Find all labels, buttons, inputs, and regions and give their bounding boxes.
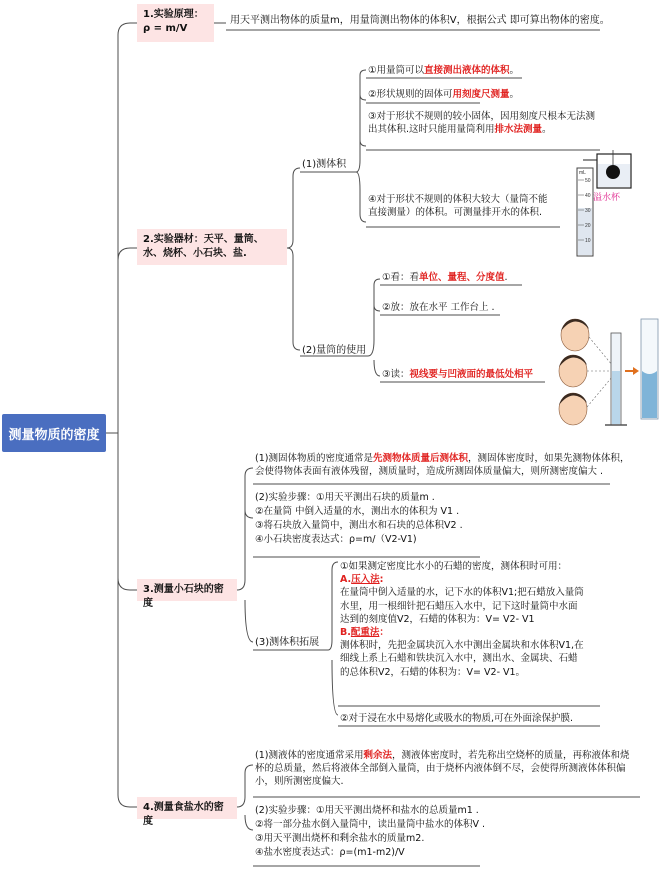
ext-a-line3: 达到的刻度值V2，石蜡的体积为：V= V2- V1 (340, 613, 535, 625)
cylinder-read-a: ③读： (382, 369, 410, 380)
volume-branch-label: (1)测体积 (302, 159, 347, 170)
section-equipment (137, 229, 287, 265)
cyl-mark-30: 30 (585, 208, 591, 214)
volume-item-2 (368, 88, 519, 101)
volume-item-1-b: 直接测出液体的体积 (424, 65, 510, 76)
ext-a-line2: 水里，用一根细针把石蜡压入水中，记下这时量筒中水面 (340, 600, 578, 612)
ext-a-line1: 在量筒中倒入适量的水，记下水的体积V1;把石蜡放入量筒 (340, 587, 584, 599)
salt-step-3: ③用天平测出烧杯和剩余盐水的质量m2. (255, 833, 425, 844)
volume-item-1 (368, 64, 519, 77)
ext-b-line3: 的总体积V2，石蜡的体积为：V= V2- V1。 (340, 666, 526, 678)
cylinder-look-a: ①看：看 (382, 272, 420, 283)
salt-p1-line2: 杯的总质量，然后将液体全部倒入量筒，由于烧杯内液体倒不尽，会使得所测液体体积偏 (255, 763, 626, 774)
stone-paragraph-1 (255, 452, 645, 478)
volume-item-3-line2c: 。 (542, 124, 552, 135)
principle-text: 用天平测出物体的质量m，用量筒测出物体的体积V，根据公式 即可算出物体的密度。 (230, 15, 610, 26)
section-saltwater-density (137, 797, 237, 827)
volume-item-4-line1: ④对于形状不规则的体积大较大（量筒不能 (368, 194, 548, 205)
volume-item-2-a: ②形状规则的固体可 (368, 89, 453, 100)
overflow-cup-illustration (575, 150, 637, 260)
saltwater-paragraph-1 (255, 749, 650, 788)
stone-p1-line2: 会使得物体表面有液体残留，测质量时，造成所测固体质量偏大，则所测密度偏大 . (255, 466, 604, 477)
zoom-arrow-head (633, 367, 639, 375)
stone-steps (255, 491, 495, 547)
ext-b-title: 配重法 (350, 627, 380, 639)
volume-item-1-a: ①用量筒可以 (368, 65, 425, 76)
volume-item-1-c: 。 (509, 65, 520, 76)
cyl-mark-unit: mL (579, 170, 586, 176)
zoom-meniscus (642, 371, 657, 418)
principle-label: 1.实验原理： (143, 9, 204, 20)
salt-p1-a: (1)测液体的密度通常采用 (255, 750, 364, 761)
cylinder-water (578, 208, 592, 255)
reading-illustration (545, 313, 660, 431)
ext-b-suffix: ： (379, 627, 389, 639)
ext-intro: ①如果测定密度比水小的石蜡的密度，测体积时可用： (340, 561, 568, 572)
stone-step-3: ③将石块放入量筒中，测出水和石块的总体积V2 . (255, 520, 463, 531)
stone-step-1: (2)实验步骤：①用天平测出石块的质量m . (255, 492, 435, 503)
volume-item-2-c: 。 (509, 89, 520, 100)
stone-density-label: 3.测量小石块的密度 (143, 584, 224, 609)
root-node (2, 414, 106, 452)
root-title: 测量物质的密度 (8, 427, 100, 443)
salt-p1-line3: 小，则所测密度偏大. (255, 776, 344, 787)
volume-item-3-line2b: 排水法测量 (494, 124, 543, 135)
cylinder-read-b: 视线要与凹液面的最低处相平 (409, 369, 534, 380)
volume-item-2-b: 用刻度尺测量 (452, 89, 510, 100)
volume-item-3-line2a: 出其体积.这时只能用量筒利用 (368, 124, 495, 135)
salt-p1-b: 剩余法 (363, 750, 392, 761)
cylinder-look-b: 单位、量程、分度值 (419, 272, 505, 283)
student-figures (559, 319, 589, 425)
cylinder-look-c: . (504, 272, 508, 283)
salt-step-1: (2)实验步骤：①用天平测出烧杯和盐水的总质量m1 . (255, 805, 479, 816)
equipment-line2: 水、烧杯、小石块、盐. (143, 248, 247, 259)
ext-a-suffix: : (379, 574, 384, 586)
volume-item-4-line2: 直接测量）的体积。可测量排开水的体积. (368, 207, 543, 218)
saltwater-steps (255, 804, 495, 860)
stone-step-4: ④小石块密度表达式：ρ=m/（V2-V1) (255, 534, 417, 545)
ext-a-prefix: A. (340, 574, 352, 586)
salt-p1-c: ，测液体密度时，若先称出空烧杯的质量，再称液体和烧 (391, 750, 630, 761)
volume-item-3 (368, 110, 603, 136)
cyl-mark-20: 20 (585, 223, 591, 229)
cylinder-look (382, 271, 508, 284)
stone-p1-b: 先测物体质量后测体积 (372, 453, 468, 464)
cyl-mark-40: 40 (585, 193, 591, 199)
salt-step-2: ②将一部分盐水倒入量筒中，读出量筒中盐水的体积V . (255, 819, 486, 830)
ext-b-prefix: B. (340, 627, 351, 639)
ext-b-line1: 测体积时，先把金属块沉入水中测出金属块和水体积V1,在 (340, 640, 584, 652)
saltwater-density-label: 4.测量食盐水的密度 (143, 802, 224, 827)
ext-item-2: ②对于浸在水中易熔化或吸水的物质,可在外面涂保护膜. (340, 713, 574, 724)
volume-item-4 (368, 193, 568, 219)
section-stone-density (137, 579, 237, 609)
cylinder-read (382, 368, 533, 381)
stone-p1-a: (1)测固体物质的密度通常是 (255, 453, 373, 464)
volume-item-3-line1: ③对于形状不规则的较小固体，因用刻度尺根本无法测 (368, 111, 596, 122)
ext-method-block (340, 560, 605, 679)
ext-a-title: 压入法 (351, 574, 380, 586)
overflow-cup-label: 溢水杯 (593, 192, 621, 202)
salt-step-4: ④盐水密度表达式：ρ=(m1-m2)/V (255, 847, 405, 858)
stone-p1-c: ，测固体密度时，如果先测物体体积， (467, 453, 630, 464)
reading-cylinder-water (612, 371, 620, 424)
cyl-mark-50: 50 (585, 178, 591, 184)
ext-branch-label: (3)测体积拓展 (255, 637, 320, 648)
equipment-line1: 2.实验器材：天平、量筒、 (143, 234, 264, 245)
stone-step-2: ②在量筒 中倒入适量的水，测出水的体积为 V1 . (255, 506, 460, 517)
ext-b-line2: 细线上系上石蜡和铁块沉入水中，测出水、金属块、石蜡 (340, 653, 578, 665)
cyl-mark-10: 10 (585, 238, 591, 244)
principle-formula: ρ = m/V (143, 23, 188, 34)
cylinder-branch-label: (2)量筒的使用 (302, 345, 367, 356)
stone (606, 165, 620, 179)
section-principle (137, 4, 214, 42)
cylinder-place: ②放：放在水平 工作台上 . (382, 302, 495, 313)
